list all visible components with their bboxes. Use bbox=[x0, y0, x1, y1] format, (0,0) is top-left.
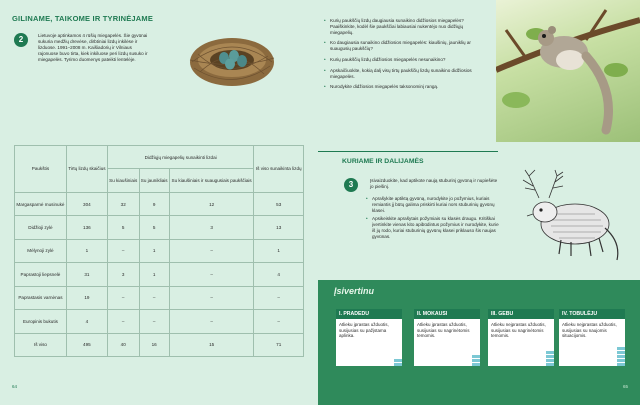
card-level: I. PRADEDU bbox=[336, 309, 402, 319]
table-cell: Margasparnė musinukė bbox=[15, 192, 67, 215]
table-cell: – bbox=[139, 310, 169, 333]
evaluation-card bbox=[336, 309, 402, 366]
table-cell: – bbox=[254, 310, 304, 333]
table-cell: 5 bbox=[139, 216, 169, 239]
table-cell: 1 bbox=[139, 239, 169, 262]
question-item: • Kurių paukščių lizdų didžiosios miegapelės nesunaikino? bbox=[324, 57, 474, 63]
table-header: Tirtų lizdų skaičius bbox=[66, 146, 107, 193]
table-cell: – bbox=[169, 310, 254, 333]
table-cell: 1 bbox=[139, 263, 169, 286]
table-cell: 1 bbox=[254, 239, 304, 262]
table-cell: 19 bbox=[66, 286, 107, 309]
card-text: Atlieku neįprastas užduotis, susijusias su naujomis situacijomis. bbox=[562, 322, 617, 338]
table-cell: Didžioji zylė bbox=[15, 216, 67, 239]
table-cell: 3 bbox=[169, 216, 254, 239]
table-cell: 4 bbox=[66, 310, 107, 333]
card-text: Atlieku neįprastas užduotis, susijusias su nagrinėtomis temomis. bbox=[491, 322, 546, 338]
table-cell: 32 bbox=[107, 192, 139, 215]
table-cell: Mėlynoji zylė bbox=[15, 239, 67, 262]
table-cell: Paprastoji liepsnelė bbox=[15, 263, 67, 286]
question-item: • Nurodykite didžiosios miegapelės taksonominį rangą. bbox=[324, 84, 474, 90]
table-row bbox=[15, 216, 304, 239]
evaluation-card bbox=[488, 309, 554, 366]
section-title: KURIAME IR DALIJAMĖS bbox=[342, 158, 424, 165]
table-cell: 13 bbox=[254, 216, 304, 239]
table-cell: 12 bbox=[169, 192, 254, 215]
card-text: Atlieku įprastas užduotis, susijusias su pažįstama aplinka. bbox=[339, 322, 389, 338]
task-text: Įsivaizduokite, kad aptikote naują stuburinį gyvūną ir nupiešėte jo piešinį. bbox=[370, 178, 498, 189]
question-item: • Apskaičiuokite, kokią dalį visų tirtų paukščių lizdų sunaikino didžiosios miegapelės. bbox=[324, 68, 474, 80]
table-row bbox=[15, 263, 304, 286]
table-cell: 1 bbox=[66, 239, 107, 262]
table-cell: Europinis bukutis bbox=[15, 310, 67, 333]
table-header: Su kiaušiniais ir suaugusiais paukščiais bbox=[169, 169, 254, 192]
bullet-item: • Aprašykite aptiktą gyvūną, nurodykite jo požymius, kuriais remiantis jį būtų galima priskirti kuriai nors stuburinių gyvūnų klasei. bbox=[366, 196, 500, 213]
table-cell: 53 bbox=[254, 192, 304, 215]
table-row bbox=[15, 310, 304, 333]
level-steps-graphic bbox=[472, 336, 480, 366]
table-cell: 3 bbox=[107, 263, 139, 286]
table-cell: 495 bbox=[66, 333, 107, 357]
table-cell: 16 bbox=[139, 333, 169, 357]
table-cell: 31 bbox=[66, 263, 107, 286]
card-text: Atlieku įprastas užduotis, susijusias su nagrinėtomis temomis. bbox=[417, 322, 470, 338]
card-level: IV. TOBULĖJU bbox=[559, 309, 625, 319]
page-number: 65 bbox=[622, 384, 628, 389]
table-cell: – bbox=[107, 310, 139, 333]
dormouse-photo bbox=[496, 0, 640, 142]
table-cell: Paprastasis varnėnas bbox=[15, 286, 67, 309]
bullet-item: • Apsikeiskite aprašytais požymiais su klasės draugu. Kritiškai įvertinkite vienas kito apibūdintus požymius ir nurodykite, kurie iš jų rodo, kuriai stuburinių gyvūnų klasei priklauso šis naujas gyvūnas. bbox=[366, 216, 500, 239]
evaluation-card bbox=[559, 309, 625, 366]
task-number-badge: 3 bbox=[344, 178, 358, 192]
table-cell: Iš viso bbox=[15, 333, 67, 357]
table-row bbox=[15, 286, 304, 309]
table-cell: – bbox=[169, 239, 254, 262]
task-number-badge: 2 bbox=[14, 33, 28, 47]
table-cell: 15 bbox=[169, 333, 254, 357]
table-cell: – bbox=[107, 286, 139, 309]
bird-nest-illustration bbox=[186, 22, 278, 94]
table-cell: – bbox=[139, 286, 169, 309]
table-cell: 9 bbox=[139, 192, 169, 215]
section-title: GILINAME, TAIKOME IR TYRINĖJAME bbox=[12, 14, 154, 23]
table-cell: – bbox=[107, 239, 139, 262]
question-item: • Ko daugiausia sunaikino didžiosios miegapelės: kiaušinių, jauniklių ar suaugusių paukščių? bbox=[324, 40, 474, 52]
table-cell: 5 bbox=[107, 216, 139, 239]
level-steps-graphic bbox=[546, 336, 554, 366]
table-header: Paukštis bbox=[15, 146, 67, 193]
table-row bbox=[15, 333, 304, 357]
table-header: Iš viso sunaikinta lizdų bbox=[254, 146, 304, 193]
table-cell: 136 bbox=[66, 216, 107, 239]
table-header: Didžiųjų miegapelių sunaikinti lizdai bbox=[107, 146, 254, 169]
table-cell: 304 bbox=[66, 192, 107, 215]
evaluation-card bbox=[414, 309, 480, 366]
table-row bbox=[15, 239, 304, 262]
table-cell: 71 bbox=[254, 333, 304, 357]
page-number: 64 bbox=[12, 384, 18, 389]
table-cell: – bbox=[169, 263, 254, 286]
level-steps-graphic bbox=[394, 336, 402, 366]
table-cell: 40 bbox=[107, 333, 139, 357]
task-bullets bbox=[366, 196, 500, 243]
table-cell: 4 bbox=[254, 263, 304, 286]
table-cell: – bbox=[254, 286, 304, 309]
level-steps-graphic bbox=[617, 336, 625, 366]
question-item: • Kurių paukščių lizdų daugiausia sunaikino didžiosios miegapelės? Paaiškinkite, kodėl šie paukščiai labiausiai nukentėjo nuo didžiųjų miegapelių. bbox=[324, 18, 474, 35]
table-cell: – bbox=[169, 286, 254, 309]
intro-text: Lietuvoje aptinkamos 4 rūšių miegapelės. Šie gyvūnai sukuria medžių drevėse, dirbtiniai lizdų inkilėse ir lizduose. 1991–2008 m. Kaišiadorių ir Vilniaus rajonuose buvo tirta, kiek inkiluose peri lizdų susuko ir miegapelės. Tyrimo duomenys pateikti lentelėje. bbox=[38, 33, 148, 62]
question-list bbox=[324, 18, 474, 95]
card-level: III. GEBU bbox=[488, 309, 554, 319]
card-level: II. MOKAUSI bbox=[414, 309, 480, 319]
evaluation-title: Įsivertinu bbox=[334, 286, 375, 296]
table-header: Su kiaušiniais bbox=[107, 169, 139, 192]
imaginary-animal-illustration bbox=[505, 168, 625, 268]
divider bbox=[318, 151, 498, 152]
table-header: Su jaunikliais bbox=[139, 169, 169, 192]
table-row bbox=[15, 192, 304, 215]
data-table bbox=[14, 145, 304, 357]
